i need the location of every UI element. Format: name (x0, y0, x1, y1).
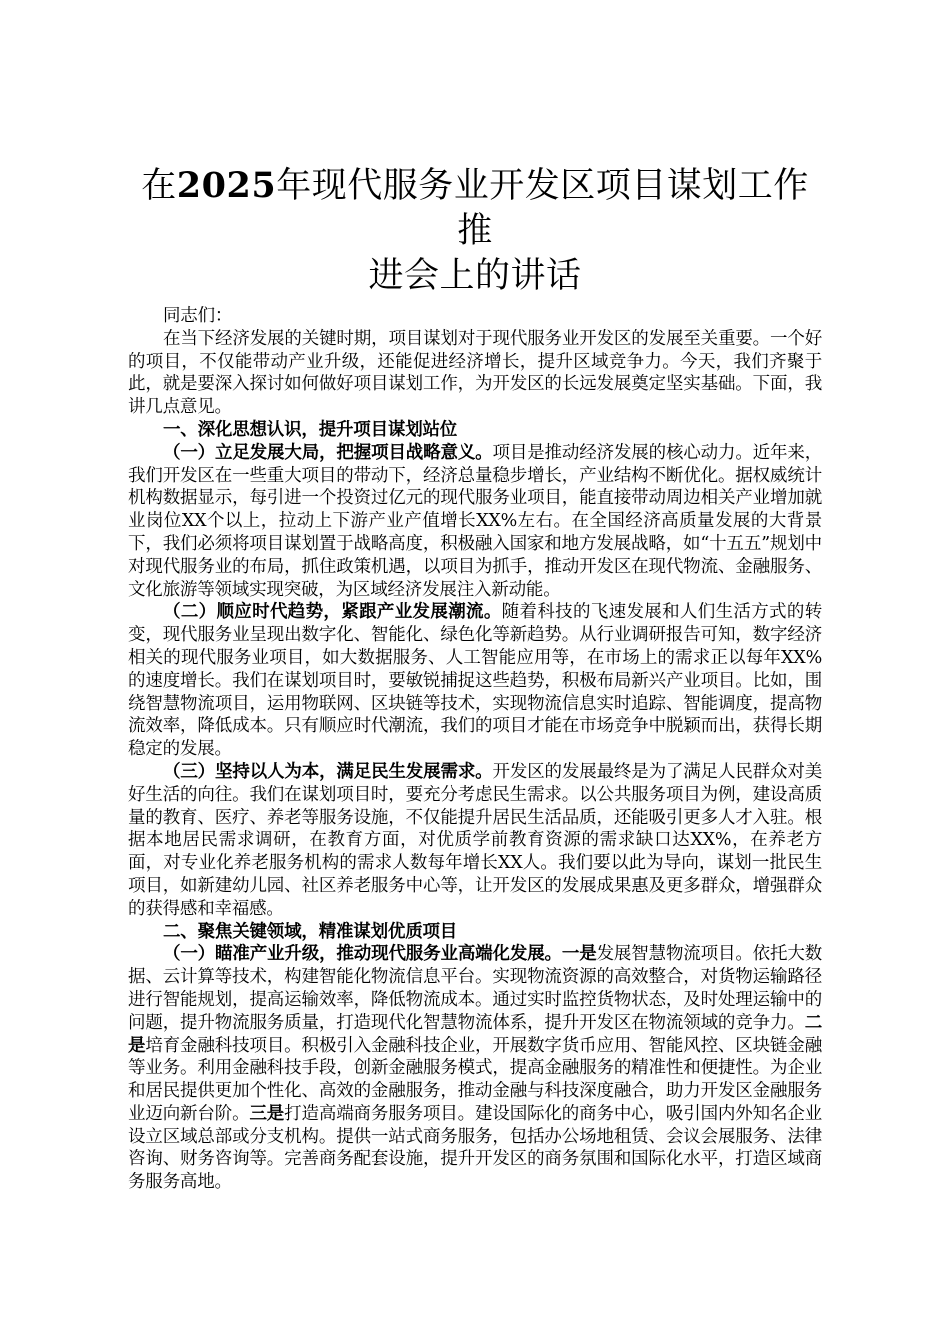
paragraph-text: 开发区的发展最终是为了满足人民群众对美好生活的向往。我们在谋划项目时，要充分考虑民生需求。以公共服务项目为例，建设高质量的教育、医疗、养老等服务设施，不仅能提升居民生活品质，还能吸引更多人才入驻。根据本地居民需求调研，在教育方面，对优质学前教育资源的需求缺口达XX%，在养老方面，对专业化养老服务机构的需求人数每年增长XX人。我们要以此为导向，谋划一批民生项目，如新建幼儿园、社区养老服务中心等，让开发区的发展成果惠及更多群众，增强群众的获得感和幸福感。 (128, 761, 823, 919)
paragraph-lead: （三）坚持以人为本，满足民生发展需求。 (163, 761, 493, 782)
paragraph-lead: （一）立足发展大局，把握项目战略意义。 (163, 442, 493, 463)
point-lead-2: 二是 (128, 1012, 822, 1056)
paragraph-lead: （一）瞄准产业升级，推动现代服务业高端化发展。 (163, 944, 562, 965)
point-lead-3: 三是 (249, 1103, 285, 1124)
intro-paragraph: 在当下经济发展的关键时期，项目谋划对于现代服务业开发区的发展至关重要。一个好的项目，不仅能带动产业升级，还能促进经济增长，提升区域竞争力。今天，我们齐聚于此，就是要深入探讨如何做好项目谋划工作，为开发区的长远发展奠定坚实基础。下面，我讲几点意见。 (128, 328, 822, 418)
greeting: 同志们： (163, 306, 233, 326)
document-title (128, 163, 822, 299)
title-line-1 (128, 163, 822, 254)
document-body (128, 305, 822, 1194)
section-1-heading: 一、深化思想认识，提升项目谋划站位 (163, 419, 458, 440)
point-lead-1: 一是 (561, 944, 597, 965)
point-text-3: 打造高端商务服务项目。建设国际化的商务中心，吸引国内外知名企业设立区域总部或分支机构。提供一站式商务服务，包括办公场地租赁、会议会展服务、法律咨询、财务咨询等。完善商务配套设施，提升开发区的商务氛围和国际化水平，打造区域商务服务高地。 (128, 1103, 822, 1193)
section-2-heading: 二、聚焦关键领域，精准谋划优质项目 (163, 921, 458, 942)
section-1-paragraph-1 (128, 442, 822, 602)
paragraph-lead: （二）顺应时代趋势，紧跟产业发展潮流。 (163, 602, 502, 623)
title-prefix: 在 (141, 166, 177, 206)
section-2-paragraph-1 (128, 943, 822, 1194)
section-1-paragraph-2 (128, 601, 822, 761)
title-line-2: 进会上的讲话 (368, 256, 582, 296)
title-year: 2025 (176, 165, 277, 206)
paragraph-text: 随着科技的飞速发展和人们生活方式的转变，现代服务业呈现出数字化、智能化、绿色化等新趋势。从行业调研报告可知，数字经济相关的现代服务业项目，如大数据服务、人工智能应用等，在市场上的需求正以每年XX%的速度增长。我们在谋划项目时，要敏锐捕捉这些趋势，积极布局新兴产业项目。比如，围绕智慧物流项目，运用物联网、区块链等技术，实现物流信息实时追踪、智能调度，提高物流效率，降低成本。只有顺应时代潮流，我们的项目才能在市场竞争中脱颖而出，获得长期稳定的发展。 (128, 602, 822, 760)
point-text-1: 发展智慧物流项目。依托大数据、云计算等技术，构建智能化物流信息平台。实现物流资源的高效整合，对货物运输路径进行智能规划，提高运输效率，降低物流成本。通过实时监控货物状态，及时处理运输中的问题，提升物流服务质量，打造现代化智慧物流体系，提升开发区在物流领域的竞争力。 (128, 944, 822, 1033)
paragraph-text: 项目是推动经济发展的核心动力。近年来，我们开发区在一些重大项目的带动下，经济总量稳步增长，产业结构不断优化。据权威统计机构数据显示，每引进一个投资过亿元的现代服务业项目，能直接带动周边相关产业增加就业岗位XX个以上，拉动上下游产业产值增长XX%左右。在全国经济高质量发展的大背景下，我们必须将项目谋划置于战略高度，积极融入国家和地方发展战略，如“十五五”规划中对现代服务业的布局，抓住政策机遇，以项目为抓手，推动开发区在现代物流、金融服务、文化旅游等领域实现突破，为区域经济发展注入新动能。 (128, 442, 823, 600)
section-1-paragraph-3 (128, 761, 822, 921)
title-rest: 年现代服务业开发区项目谋划工作推 (276, 166, 809, 251)
point-text-2: 培育金融科技项目。积极引入金融科技企业，开展数字货币应用、智能风控、区块链金融等业务。利用金融科技手段，创新金融服务模式，提高金融服务的精准性和便捷性。为企业和居民提供更加个性化、高效的金融服务，推动金融与科技深度融合，助力开发区金融服务业迈向新台阶。 (128, 1035, 822, 1124)
